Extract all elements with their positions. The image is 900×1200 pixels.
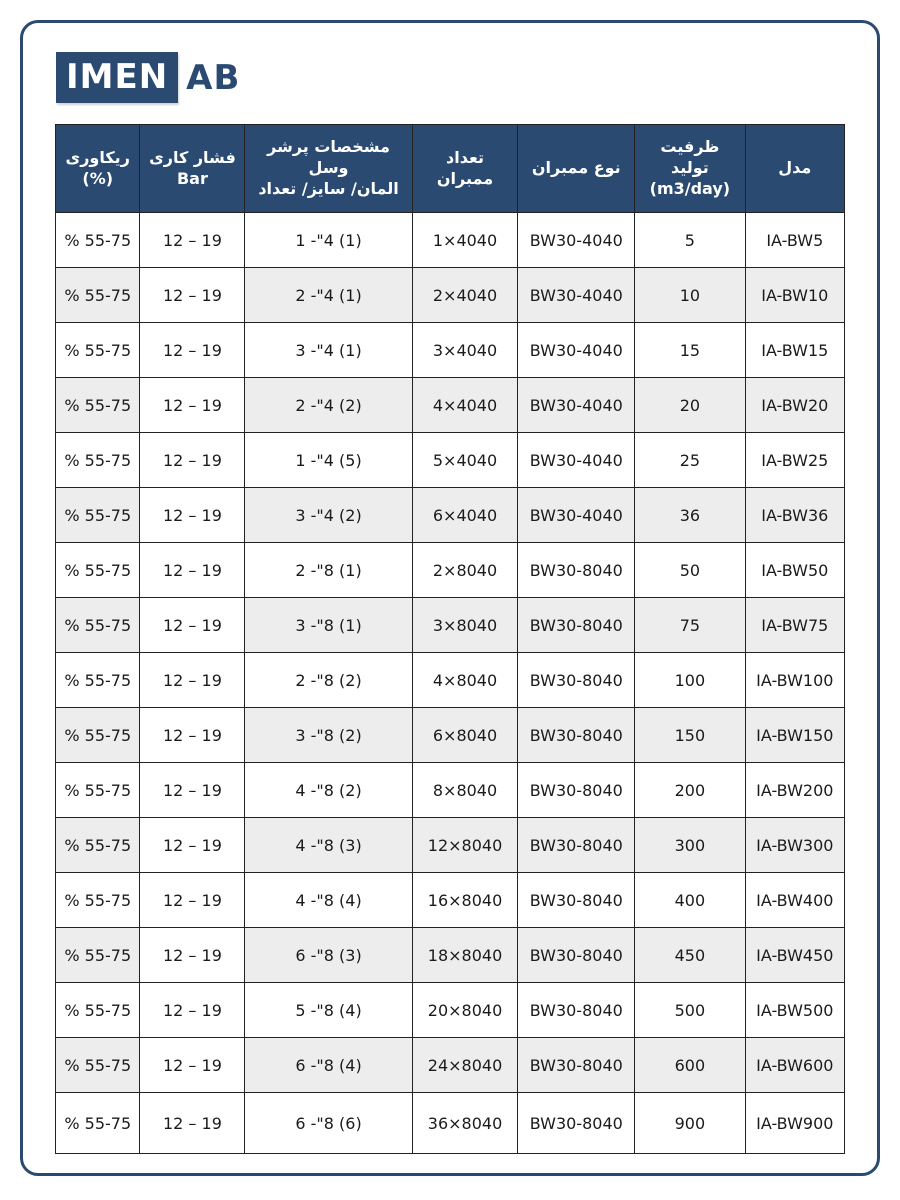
cell-model: IA-BW36 — [745, 488, 844, 543]
cell-capacity: 450 — [635, 928, 745, 983]
cell-membrane_type: BW30-8040 — [518, 598, 635, 653]
cell-membrane_count: 3×8040 — [412, 598, 518, 653]
cell-pressure: 12 – 19 — [140, 928, 245, 983]
cell-capacity: 10 — [635, 268, 745, 323]
cell-recovery: % 55-75 — [56, 323, 140, 378]
cell-pressure: 12 – 19 — [140, 323, 245, 378]
cell-pressure: 12 – 19 — [140, 1038, 245, 1093]
column-header-line: فشار کاری — [149, 147, 236, 167]
cell-vessel: 1 -"4 (1) — [245, 213, 412, 268]
table-row — [56, 213, 845, 268]
cell-pressure: 12 – 19 — [140, 983, 245, 1038]
cell-model: IA-BW100 — [745, 653, 844, 708]
cell-model: IA-BW400 — [745, 873, 844, 928]
cell-model: IA-BW75 — [745, 598, 844, 653]
cell-membrane_type: BW30-8040 — [518, 763, 635, 818]
table-row — [56, 378, 845, 433]
table-row — [56, 268, 845, 323]
cell-model: IA-BW25 — [745, 433, 844, 488]
cell-recovery: % 55-75 — [56, 818, 140, 873]
cell-capacity: 150 — [635, 708, 745, 763]
table-row — [56, 1093, 845, 1154]
cell-vessel: 6 -"8 (3) — [245, 928, 412, 983]
cell-capacity: 200 — [635, 763, 745, 818]
table-header-row — [56, 125, 845, 213]
cell-membrane_count: 6×4040 — [412, 488, 518, 543]
cell-membrane_count: 12×8040 — [412, 818, 518, 873]
cell-vessel: 4 -"8 (3) — [245, 818, 412, 873]
table-row — [56, 323, 845, 378]
cell-pressure: 12 – 19 — [140, 653, 245, 708]
spec-table — [55, 124, 845, 1154]
cell-pressure: 12 – 19 — [140, 708, 245, 763]
cell-membrane_count: 16×8040 — [412, 873, 518, 928]
cell-capacity: 300 — [635, 818, 745, 873]
table-row — [56, 543, 845, 598]
cell-model: IA-BW150 — [745, 708, 844, 763]
cell-capacity: 36 — [635, 488, 745, 543]
column-header-line: مدل — [778, 158, 812, 178]
logo-imen-box: IMEN — [56, 52, 178, 103]
cell-vessel: 5 -"8 (4) — [245, 983, 412, 1038]
cell-vessel: 3 -"4 (1) — [245, 323, 412, 378]
column-header-line: (m3/day) — [649, 178, 731, 198]
table-row — [56, 488, 845, 543]
table-row — [56, 598, 845, 653]
cell-membrane_type: BW30-8040 — [518, 653, 635, 708]
cell-model: IA-BW15 — [745, 323, 844, 378]
column-header-line: مشخصات پرشر — [267, 137, 390, 157]
cell-vessel: 3 -"8 (2) — [245, 708, 412, 763]
cell-capacity: 50 — [635, 543, 745, 598]
cell-membrane_type: BW30-4040 — [518, 213, 635, 268]
cell-membrane_count: 8×8040 — [412, 763, 518, 818]
cell-vessel: 6 -"8 (6) — [245, 1093, 412, 1154]
cell-recovery: % 55-75 — [56, 928, 140, 983]
cell-vessel: 2 -"4 (1) — [245, 268, 412, 323]
column-header-membrane_count — [412, 125, 518, 213]
cell-model: IA-BW900 — [745, 1093, 844, 1154]
cell-capacity: 900 — [635, 1093, 745, 1154]
cell-membrane_count: 24×8040 — [412, 1038, 518, 1093]
table-row — [56, 818, 845, 873]
cell-recovery: % 55-75 — [56, 378, 140, 433]
cell-recovery: % 55-75 — [56, 543, 140, 598]
cell-pressure: 12 – 19 — [140, 763, 245, 818]
column-header-line: ریکاوری — [65, 147, 130, 167]
cell-membrane_type: BW30-8040 — [518, 543, 635, 598]
column-header-vessel — [245, 125, 412, 213]
column-header-line: تولید — [670, 158, 709, 178]
cell-pressure: 12 – 19 — [140, 378, 245, 433]
cell-membrane_type: BW30-8040 — [518, 818, 635, 873]
cell-recovery: % 55-75 — [56, 763, 140, 818]
column-header-line: وسل — [308, 158, 349, 178]
cell-membrane_count: 6×8040 — [412, 708, 518, 763]
column-header-line: (%) — [82, 168, 114, 188]
cell-membrane_count: 3×4040 — [412, 323, 518, 378]
table-row — [56, 708, 845, 763]
cell-membrane_type: BW30-4040 — [518, 268, 635, 323]
cell-capacity: 600 — [635, 1038, 745, 1093]
cell-membrane_count: 5×4040 — [412, 433, 518, 488]
cell-model: IA-BW450 — [745, 928, 844, 983]
cell-recovery: % 55-75 — [56, 1093, 140, 1154]
table-row — [56, 983, 845, 1038]
cell-vessel: 2 -"8 (1) — [245, 543, 412, 598]
cell-vessel: 6 -"8 (4) — [245, 1038, 412, 1093]
table-header — [56, 125, 845, 213]
column-header-model — [745, 125, 844, 213]
logo-ab-text: AB — [186, 57, 241, 98]
cell-membrane_type: BW30-8040 — [518, 1038, 635, 1093]
cell-capacity: 20 — [635, 378, 745, 433]
cell-model: IA-BW50 — [745, 543, 844, 598]
cell-membrane_count: 2×8040 — [412, 543, 518, 598]
cell-membrane_type: BW30-4040 — [518, 323, 635, 378]
cell-pressure: 12 – 19 — [140, 818, 245, 873]
cell-model: IA-BW20 — [745, 378, 844, 433]
column-header-membrane_type — [518, 125, 635, 213]
cell-vessel: 1 -"4 (5) — [245, 433, 412, 488]
cell-membrane_count: 20×8040 — [412, 983, 518, 1038]
cell-recovery: % 55-75 — [56, 433, 140, 488]
cell-membrane_type: BW30-4040 — [518, 488, 635, 543]
column-header-line: نوع ممبران — [531, 158, 621, 178]
cell-recovery: % 55-75 — [56, 268, 140, 323]
table-row — [56, 763, 845, 818]
table-body — [56, 213, 845, 1154]
cell-capacity: 5 — [635, 213, 745, 268]
column-header-line: ظرفیت — [660, 137, 720, 157]
cell-recovery: % 55-75 — [56, 213, 140, 268]
cell-pressure: 12 – 19 — [140, 433, 245, 488]
cell-recovery: % 55-75 — [56, 983, 140, 1038]
cell-membrane_count: 18×8040 — [412, 928, 518, 983]
column-header-line: ممبران — [436, 168, 494, 188]
cell-vessel: 4 -"8 (2) — [245, 763, 412, 818]
cell-model: IA-BW5 — [745, 213, 844, 268]
cell-membrane_count: 36×8040 — [412, 1093, 518, 1154]
table-row — [56, 433, 845, 488]
cell-model: IA-BW200 — [745, 763, 844, 818]
column-header-capacity — [635, 125, 745, 213]
cell-membrane_type: BW30-8040 — [518, 983, 635, 1038]
cell-membrane_count: 2×4040 — [412, 268, 518, 323]
cell-membrane_count: 4×4040 — [412, 378, 518, 433]
cell-membrane_type: BW30-4040 — [518, 433, 635, 488]
cell-membrane_type: BW30-4040 — [518, 378, 635, 433]
cell-recovery: % 55-75 — [56, 873, 140, 928]
cell-pressure: 12 – 19 — [140, 488, 245, 543]
cell-membrane_type: BW30-8040 — [518, 928, 635, 983]
cell-capacity: 400 — [635, 873, 745, 928]
cell-model: IA-BW600 — [745, 1038, 844, 1093]
cell-membrane_type: BW30-8040 — [518, 1093, 635, 1154]
cell-pressure: 12 – 19 — [140, 1093, 245, 1154]
cell-recovery: % 55-75 — [56, 488, 140, 543]
brand-logo — [56, 52, 240, 103]
cell-recovery: % 55-75 — [56, 598, 140, 653]
cell-membrane_count: 4×8040 — [412, 653, 518, 708]
cell-capacity: 75 — [635, 598, 745, 653]
table-row — [56, 653, 845, 708]
cell-membrane_type: BW30-8040 — [518, 708, 635, 763]
cell-model: IA-BW300 — [745, 818, 844, 873]
cell-vessel: 2 -"8 (2) — [245, 653, 412, 708]
cell-capacity: 25 — [635, 433, 745, 488]
column-header-recovery — [56, 125, 140, 213]
cell-vessel: 3 -"8 (1) — [245, 598, 412, 653]
table-row — [56, 928, 845, 983]
cell-model: IA-BW10 — [745, 268, 844, 323]
cell-recovery: % 55-75 — [56, 653, 140, 708]
cell-membrane_count: 1×4040 — [412, 213, 518, 268]
table-row — [56, 873, 845, 928]
cell-pressure: 12 – 19 — [140, 543, 245, 598]
cell-vessel: 3 -"4 (2) — [245, 488, 412, 543]
table-row — [56, 1038, 845, 1093]
cell-model: IA-BW500 — [745, 983, 844, 1038]
cell-capacity: 500 — [635, 983, 745, 1038]
cell-pressure: 12 – 19 — [140, 873, 245, 928]
cell-vessel: 2 -"4 (2) — [245, 378, 412, 433]
cell-pressure: 12 – 19 — [140, 268, 245, 323]
column-header-line: المان/ سایز/ تعداد — [258, 178, 399, 198]
cell-pressure: 12 – 19 — [140, 598, 245, 653]
cell-vessel: 4 -"8 (4) — [245, 873, 412, 928]
cell-capacity: 15 — [635, 323, 745, 378]
column-header-line: تعداد — [446, 147, 484, 167]
column-header-pressure — [140, 125, 245, 213]
cell-recovery: % 55-75 — [56, 1038, 140, 1093]
cell-membrane_type: BW30-8040 — [518, 873, 635, 928]
cell-pressure: 12 – 19 — [140, 213, 245, 268]
cell-capacity: 100 — [635, 653, 745, 708]
column-header-line: Bar — [176, 168, 208, 188]
cell-recovery: % 55-75 — [56, 708, 140, 763]
